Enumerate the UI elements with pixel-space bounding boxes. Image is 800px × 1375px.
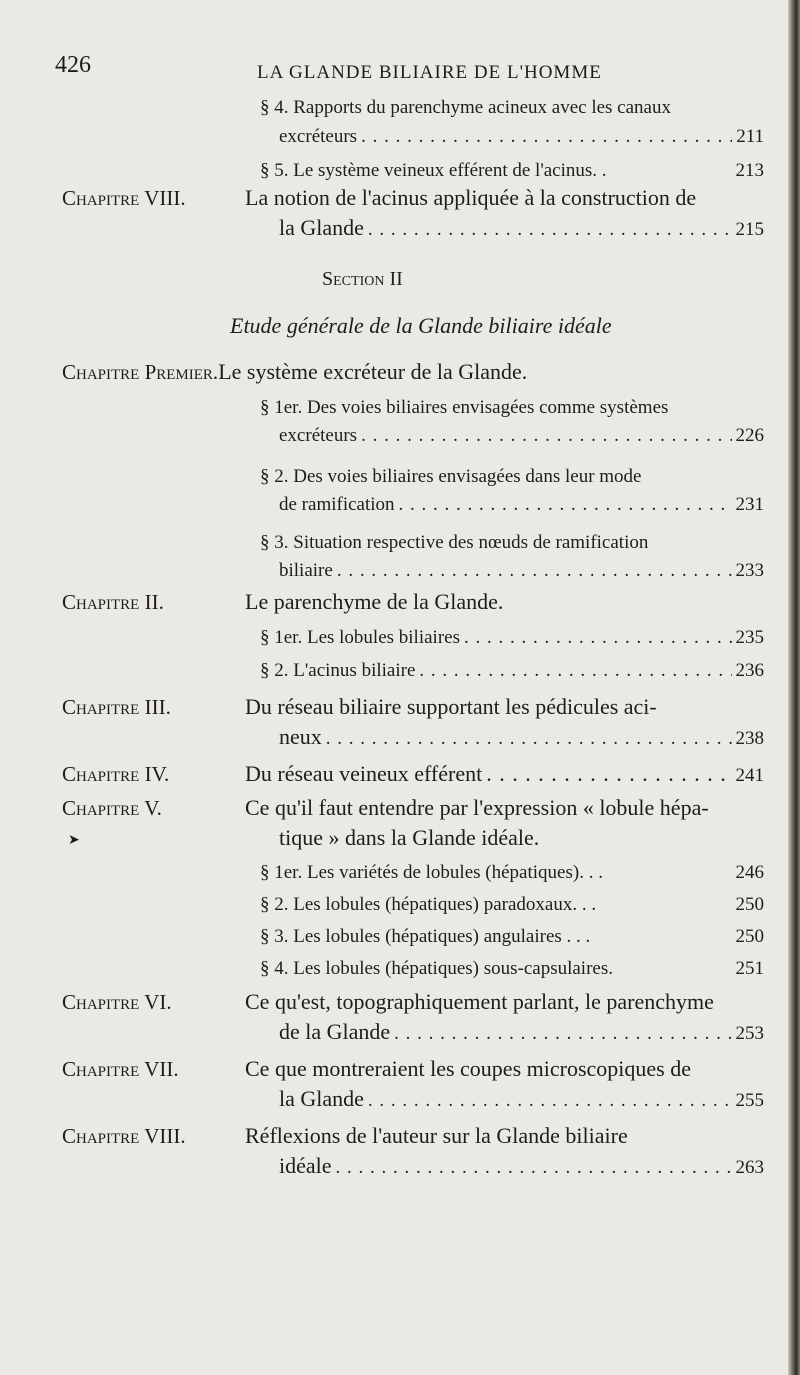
leader-dots (486, 761, 731, 787)
toc-entry (279, 425, 764, 447)
chapter-title: Le système excréteur de la Glande. (218, 359, 528, 384)
toc-entry-text: de ramification (279, 494, 395, 515)
toc-page-number: 211 (736, 126, 764, 147)
toc-entry-text: excréteurs (279, 126, 358, 147)
page-number: 426 (55, 52, 91, 78)
toc-entry (260, 894, 764, 916)
toc-entry-para-5 (260, 160, 764, 182)
chapter-title: Le parenchyme de la Glande. (245, 589, 504, 614)
toc-entry-line1: § 2. Des voies biliaires envisagées dans leur mode (260, 466, 642, 487)
leader-dots (361, 425, 731, 447)
chapter-title-line1: La notion de l'acinus appliquée à la construction de (245, 185, 697, 210)
toc-entry-chapter-vii (279, 1086, 764, 1112)
chapter-label: Chapitre V. (62, 796, 162, 820)
running-head: LA GLANDE BILIAIRE DE L'HOMME (257, 62, 602, 83)
toc-entry (279, 560, 764, 582)
toc-entry (260, 660, 764, 682)
leader-dots (337, 560, 732, 582)
chapter-label: Chapitre IV. (62, 762, 170, 786)
toc-entry-text: § 2. L'acinus biliaire (260, 660, 416, 681)
toc-entry-text: de la Glande (279, 1019, 391, 1044)
toc-entry-chapter-vi (279, 1019, 764, 1045)
toc-page-number: 231 (735, 494, 764, 515)
chapter-label: Chapitre VII. (62, 1057, 179, 1081)
leader-dots (368, 1090, 732, 1112)
toc-entry-chapter-viii-a (279, 215, 764, 241)
toc-page-number: 236 (735, 660, 764, 681)
chapter-title-line1: Ce qu'il faut entendre par l'expression « lobule hépa- (245, 795, 709, 820)
toc-entry-text: la Glande (279, 215, 364, 240)
leader-dots (368, 219, 732, 241)
toc-entry-chapter-viii-b (279, 1153, 764, 1179)
toc-entry (260, 926, 764, 948)
chapter-premier-heading (62, 359, 527, 385)
toc-entry (279, 494, 764, 516)
toc-page-number: 213 (735, 160, 764, 181)
toc-page-number: 251 (735, 958, 764, 979)
toc-page-number: 250 (735, 926, 764, 947)
chapter-label: Chapitre VI. (62, 990, 172, 1014)
toc-entry-chapter-iv (245, 761, 764, 787)
toc-entry-para-4-line1: § 4. Rapports du parenchyme acineux avec les canaux (260, 97, 671, 118)
toc-entry-text: § 1er. Les variétés de lobules (hépatiques). . . (260, 862, 603, 883)
toc-entry-text: Du réseau veineux efférent (245, 761, 483, 786)
toc-entry (260, 862, 764, 884)
toc-entry (260, 958, 764, 980)
toc-page-number: 250 (735, 894, 764, 915)
toc-entry-text: § 1er. Les lobules biliaires (260, 627, 460, 648)
toc-entry-text: § 4. Les lobules (hépatiques) sous-capsulaires. (260, 958, 613, 979)
toc-entry-para-4 (279, 126, 764, 148)
toc-entry-text: § 5. Le système veineux efférent de l'acinus. . (260, 160, 607, 181)
chapter-title-line1: Réflexions de l'auteur sur la Glande biliaire (245, 1123, 628, 1148)
section-title: Section II (322, 268, 403, 290)
leader-dots (336, 1157, 732, 1179)
toc-entry-text: idéale (279, 1153, 332, 1178)
chapter-title-line1: Ce que montreraient les coupes microscopiques de (245, 1056, 691, 1081)
toc-page-number: 235 (735, 627, 764, 648)
leader-dots (464, 627, 732, 649)
toc-page-number: 226 (735, 425, 764, 446)
chapter-label: Chapitre Premier. (62, 360, 219, 384)
page-edge-shadow (788, 0, 800, 1375)
chapter-label: Chapitre VIII. (62, 186, 186, 210)
chapter-title-line1: Ce qu'est, topographiquement parlant, le parenchyme (245, 989, 714, 1014)
leader-dots (326, 728, 732, 750)
toc-entry-chapter-iii (279, 724, 764, 750)
chapter-label: Chapitre II. (62, 590, 164, 614)
toc-entry-line1: § 3. Situation respective des nœuds de ramification (260, 532, 649, 553)
toc-page-number: 246 (735, 862, 764, 883)
bullet-arrow-icon: ➤ (68, 833, 80, 848)
toc-page-number: 215 (735, 219, 764, 240)
section-subtitle: Etude générale de la Glande biliaire idéale (230, 313, 612, 338)
chapter-title-line2: tique » dans la Glande idéale. (279, 825, 540, 850)
toc-page-number: 253 (735, 1023, 764, 1044)
toc-entry-text: biliaire (279, 560, 333, 581)
chapter-title-line1: Du réseau biliaire supportant les pédicules aci- (245, 694, 657, 719)
leader-dots (394, 1023, 731, 1045)
toc-entry-text: § 3. Les lobules (hépatiques) angulaires . . . (260, 926, 591, 947)
chapter-label: Chapitre VIII. (62, 1124, 186, 1148)
toc-page-number: 255 (735, 1090, 764, 1111)
toc-entry (260, 627, 764, 649)
toc-page-number: 238 (735, 728, 764, 749)
toc-page-number: 263 (735, 1157, 764, 1178)
toc-entry-line1: § 1er. Des voies biliaires envisagées comme systèmes (260, 397, 669, 418)
toc-page-number: 241 (735, 765, 764, 786)
leader-dots (361, 126, 732, 148)
chapter-label: Chapitre III. (62, 695, 171, 719)
leader-dots (419, 660, 731, 682)
toc-entry-text: la Glande (279, 1086, 364, 1111)
toc-entry-text: neux (279, 724, 322, 749)
toc-entry-text: excréteurs (279, 425, 358, 446)
toc-entry-text: § 2. Les lobules (hépatiques) paradoxaux. . . (260, 894, 597, 915)
toc-page-number: 233 (735, 560, 764, 581)
leader-dots (399, 494, 732, 516)
